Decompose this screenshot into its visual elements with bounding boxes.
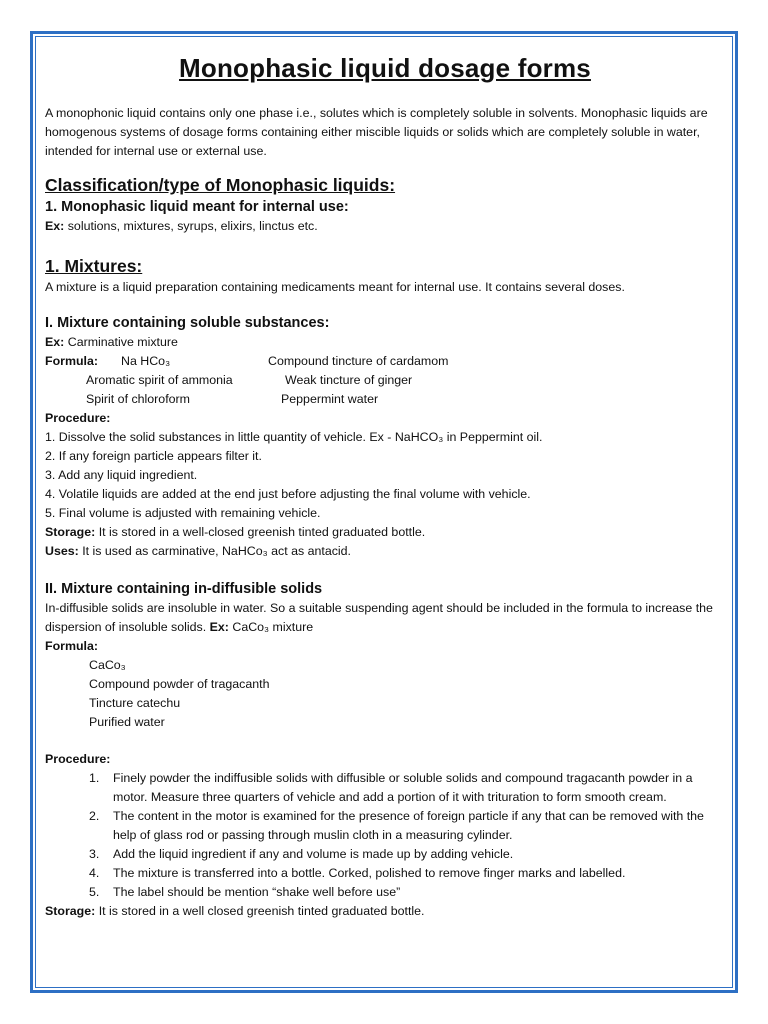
storage-label: Storage: [45,525,96,539]
formula-ingredient: Aromatic spirit of ammonia [86,373,233,387]
ex-text: solutions, mixtures, syrups, elixirs, linctus etc. [64,219,318,233]
ex-text: CaCo₃ mixture [228,620,314,634]
procedure-step: 2. If any foreign particle appears filter it. [45,449,262,463]
step-number: 1. [89,771,100,785]
step-number: 3. [89,847,100,861]
formula-label: Formula: [45,354,99,368]
formula-ingredient: Compound powder of tragacanth [89,677,270,691]
soluble-example [45,333,725,352]
step-number: 4. [89,866,100,880]
uses-label: Uses: [45,544,79,558]
procedure-step: 5. Final volume is adjusted with remaining vehicle. [45,506,321,520]
step-text: The mixture is transferred into a bottle. Corked, polished to remove finger marks and labelled. [113,866,626,880]
storage-text: It is stored in a well-closed greenish tinted graduated bottle. [95,525,426,539]
step-text: Finely powder the indiffusible solids with diffusible or soluble solids and compound tragacanth powder in a motor. Measure three quarters of vehicle and add a portion of it with trituration to form smooth cream. [113,771,693,804]
soluble-section-heading: I. Mixture containing soluble substances: [45,315,330,331]
intro-paragraph: A monophonic liquid contains only one phase i.e., solutes which is completely soluble in solvents. Monophasic liquids are homogenous systems of dosage forms containing either miscible liquids or solids which are completely soluble in water, intended for internal use or external use. [45,106,708,158]
storage-note [45,902,725,921]
step-number: 5. [89,885,100,899]
storage-note [45,523,725,542]
procedure-list [45,769,725,902]
classification-example [45,217,725,236]
ex-label: Ex: [209,620,229,634]
formula-row [45,352,725,371]
procedure-label: Procedure: [45,411,111,425]
step-text: The content in the motor is examined for the presence of foreign particle if any that can be removed with the help of glass rod or passing through muslin cloth in a measuring cylinder. [113,809,704,842]
procedure-step: 1. Dissolve the solid substances in little quantity of vehicle. Ex - NaHCO₃ in Peppermint oil. [45,430,543,444]
procedure-label: Procedure: [45,752,111,766]
procedure-step: 4. Volatile liquids are added at the end just before adjusting the final volume with vehicle. [45,487,531,501]
procedure-step [45,769,725,807]
formula-ingredient: Compound tincture of cardamom [268,354,449,368]
step-number: 2. [89,809,100,823]
description-text: In-diffusible solids are insoluble in water. So a suitable suspending agent should be included in the formula to increase the dispersion of insoluble solids. [45,601,713,634]
mixtures-definition: A mixture is a liquid preparation containing medicaments meant for internal use. It contains several doses. [45,280,625,294]
uses-note [45,542,725,561]
formula-row [45,390,725,409]
step-text: Add the liquid ingredient if any and volume is made up by adding vehicle. [113,847,514,861]
uses-text: It is used as carminative, NaHCo₃ act as antacid. [78,544,351,558]
ex-label: Ex: [45,219,65,233]
procedure-step [45,864,725,883]
indiffusible-description [45,599,725,637]
formula-ingredient: Peppermint water [281,392,379,406]
formula-row [45,371,725,390]
ex-label: Ex: [45,335,65,349]
page-title: Monophasic liquid dosage forms [179,53,591,83]
indiffusible-section-heading: II. Mixture containing in-diffusible solids [45,581,323,597]
document-body [45,50,725,921]
procedure-step [45,883,725,902]
formula-label: Formula: [45,639,99,653]
formula-ingredient: Purified water [89,715,165,729]
formula-ingredient: Spirit of chloroform [86,392,190,406]
procedure-step: 3. Add any liquid ingredient. [45,468,198,482]
step-text: The label should be mention “shake well before use” [113,885,401,899]
formula-ingredient: Tincture catechu [89,696,181,710]
storage-text: It is stored in a well closed greenish tinted graduated bottle. [95,904,425,918]
ex-text: Carminative mixture [64,335,178,349]
internal-use-heading: 1. Monophasic liquid meant for internal use: [45,199,349,215]
formula-ingredient: CaCo₃ [89,658,126,672]
mixtures-heading: 1. Mixtures: [45,256,143,276]
procedure-step [45,807,725,845]
storage-label: Storage: [45,904,96,918]
formula-ingredient: Weak tincture of ginger [285,373,413,387]
procedure-step [45,845,725,864]
classification-heading: Classification/type of Monophasic liquids: [45,175,396,195]
formula-ingredient: Na HCo₃ [121,354,171,368]
